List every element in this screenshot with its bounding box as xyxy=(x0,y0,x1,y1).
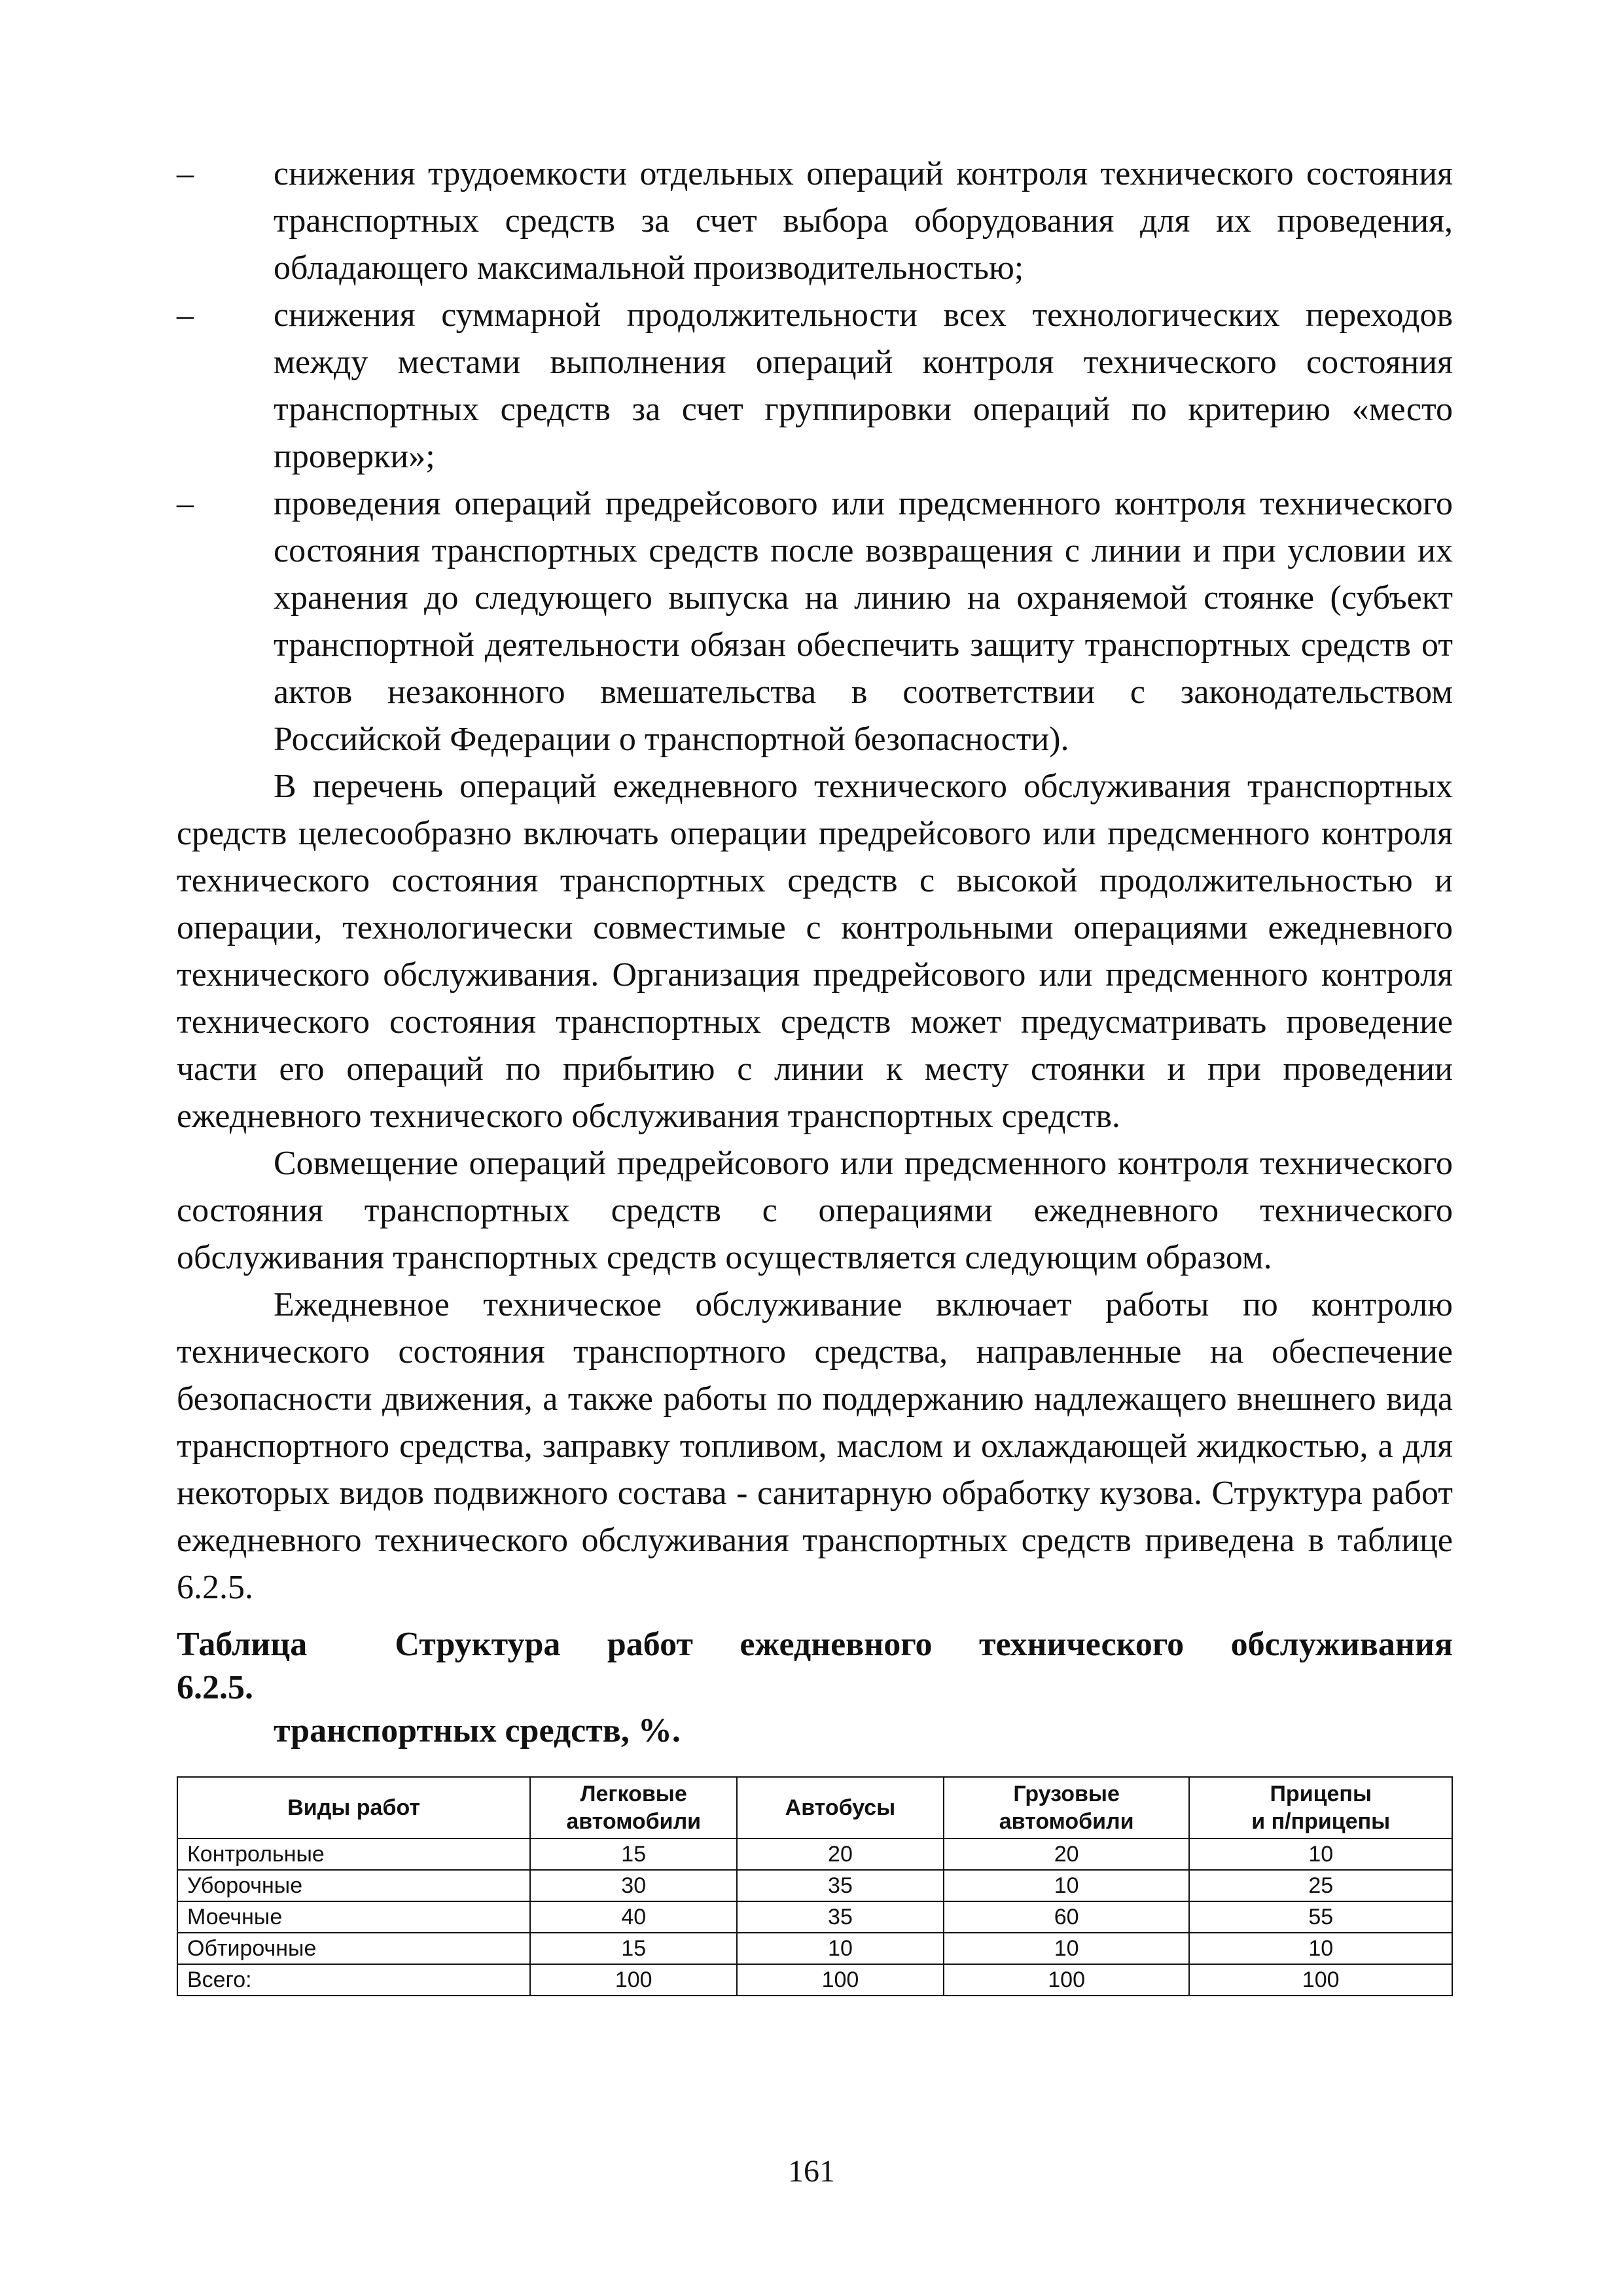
table-header-text: автомобили xyxy=(999,1809,1134,1834)
table-cell: 20 xyxy=(737,1839,944,1870)
table-cell: 100 xyxy=(530,1964,737,1996)
table-header-cell xyxy=(944,1777,1190,1839)
table-caption xyxy=(177,1623,1453,1753)
page-number: 161 xyxy=(788,2154,835,2189)
table-header-cell xyxy=(737,1777,944,1839)
table-header-text: Автобусы xyxy=(785,1795,896,1820)
table-row xyxy=(177,1901,1452,1933)
bullet-item xyxy=(177,292,1453,480)
table-caption-word: технического xyxy=(978,1626,1185,1663)
table-cell: 40 xyxy=(530,1901,737,1933)
table-caption-word: Структура xyxy=(395,1626,561,1663)
table-header-cell xyxy=(530,1777,737,1839)
table-row xyxy=(177,1964,1452,1996)
paragraph: Ежедневное техническое обслуживание включает работы по контролю технического состояния транспортного средства, направленные на обеспечение безопасности движения, а также работы по поддержанию надлежащего внешнего вида транспортного средства, заправку топливом, маслом и охлаждающей жидкостью, а для некоторых видов подвижного состава - санитарную обработку кузова. Структура работ ежедневного технического обслуживания транспортных средств приведена в таблице 6.2.5. xyxy=(177,1286,1453,1606)
table-cell: 35 xyxy=(737,1901,944,1933)
data-table xyxy=(177,1776,1453,1996)
table-caption-word: ежедневного xyxy=(740,1626,933,1663)
paragraph: В перечень операций ежедневного технического обслуживания транспортных средств целесообразно включать операции предрейсового или предсменного контроля технического состояния транспортных средств с высокой продолжительностью и операции, технологически совместимые с контрольными операциями ежедневного технического обслуживания. Организация предрейсового или предсменного контроля технического состояния транспортных средств может предусматривать проведение части его операций по прибытию с линии к месту стоянки и при проведении ежедневного технического обслуживания транспортных средств. xyxy=(177,768,1453,1135)
table-caption-line2: транспортных средств, %. xyxy=(274,1712,681,1749)
table-header-text: Прицепы xyxy=(1270,1782,1372,1806)
table-cell: 15 xyxy=(530,1933,737,1964)
paragraph: Совмещение операций предрейсового или предсменного контроля технического состояния транспортных средств с операциями ежедневного технического обслуживания транспортных средств осуществляется следующим образом. xyxy=(177,1145,1453,1276)
bullet-text: снижения трудоемкости отдельных операций контроля технического состояния транспортных средств за счет выбора оборудования для их проведения, обладающего максимальной производительностью; xyxy=(274,155,1453,287)
bullet-dash: – xyxy=(177,296,194,334)
table-cell: 35 xyxy=(737,1870,944,1901)
table-row xyxy=(177,1839,1452,1870)
table-header-cell xyxy=(1189,1777,1452,1839)
table-caption-word: обслуживания xyxy=(1230,1626,1453,1663)
table-header-text: Легковые xyxy=(580,1782,687,1806)
table-caption-word: работ xyxy=(607,1626,693,1663)
page-content xyxy=(177,151,1453,1996)
table-header-row xyxy=(177,1777,1452,1839)
table-header-cell xyxy=(177,1777,530,1839)
table-row xyxy=(177,1933,1452,1964)
bullet-list xyxy=(177,151,1453,763)
table-cell: 100 xyxy=(737,1964,944,1996)
table-cell: Всего: xyxy=(177,1964,530,1996)
table-header-text: автомобили xyxy=(566,1809,702,1834)
table-header-text: Грузовые xyxy=(1013,1782,1120,1806)
table-row xyxy=(177,1870,1452,1901)
table-cell: 55 xyxy=(1189,1901,1452,1933)
table-cell: 10 xyxy=(944,1933,1190,1964)
table-header-text: Виды работ xyxy=(287,1795,421,1820)
table-cell: 15 xyxy=(530,1839,737,1870)
table-cell: 30 xyxy=(530,1870,737,1901)
table-caption-line1 xyxy=(177,1623,1453,1710)
bullet-text: снижения суммарной продолжительности всех технологических переходов между местами выполнения операций контроля технического состояния транспортных средств за счет группировки операций по критерию «место проверки»; xyxy=(274,296,1453,475)
bullet-dash: – xyxy=(177,155,194,192)
table-cell: Контрольные xyxy=(177,1839,530,1870)
table-cell: 10 xyxy=(1189,1839,1452,1870)
table-cell: 25 xyxy=(1189,1870,1452,1901)
table-cell: 100 xyxy=(1189,1964,1452,1996)
table-cell: Моечные xyxy=(177,1901,530,1933)
table-cell: 60 xyxy=(944,1901,1190,1933)
table-cell: 100 xyxy=(944,1964,1190,1996)
table-cell: 20 xyxy=(944,1839,1190,1870)
table-cell: 10 xyxy=(737,1933,944,1964)
bullet-dash: – xyxy=(177,485,194,522)
bullet-text: проведения операций предрейсового или предсменного контроля технического состояния транспортных средств после возвращения с линии и при условии их хранения до следующего выпуска на линию на охраняемой стоянке (субъект транспортной деятельности обязан обеспечить защиту транспортных средств от актов незаконного вмешательства в соответствии с законодательством Российской Федерации о транспортной безопасности). xyxy=(274,485,1453,758)
table-cell: 10 xyxy=(944,1870,1190,1901)
table-cell: Обтирочные xyxy=(177,1933,530,1964)
table-caption-label: Таблица 6.2.5. xyxy=(177,1626,308,1706)
bullet-item xyxy=(177,480,1453,763)
table-cell: 10 xyxy=(1189,1933,1452,1964)
bullet-item xyxy=(177,151,1453,292)
table-cell: Уборочные xyxy=(177,1870,530,1901)
table-header-text: и п/прицепы xyxy=(1251,1809,1391,1834)
